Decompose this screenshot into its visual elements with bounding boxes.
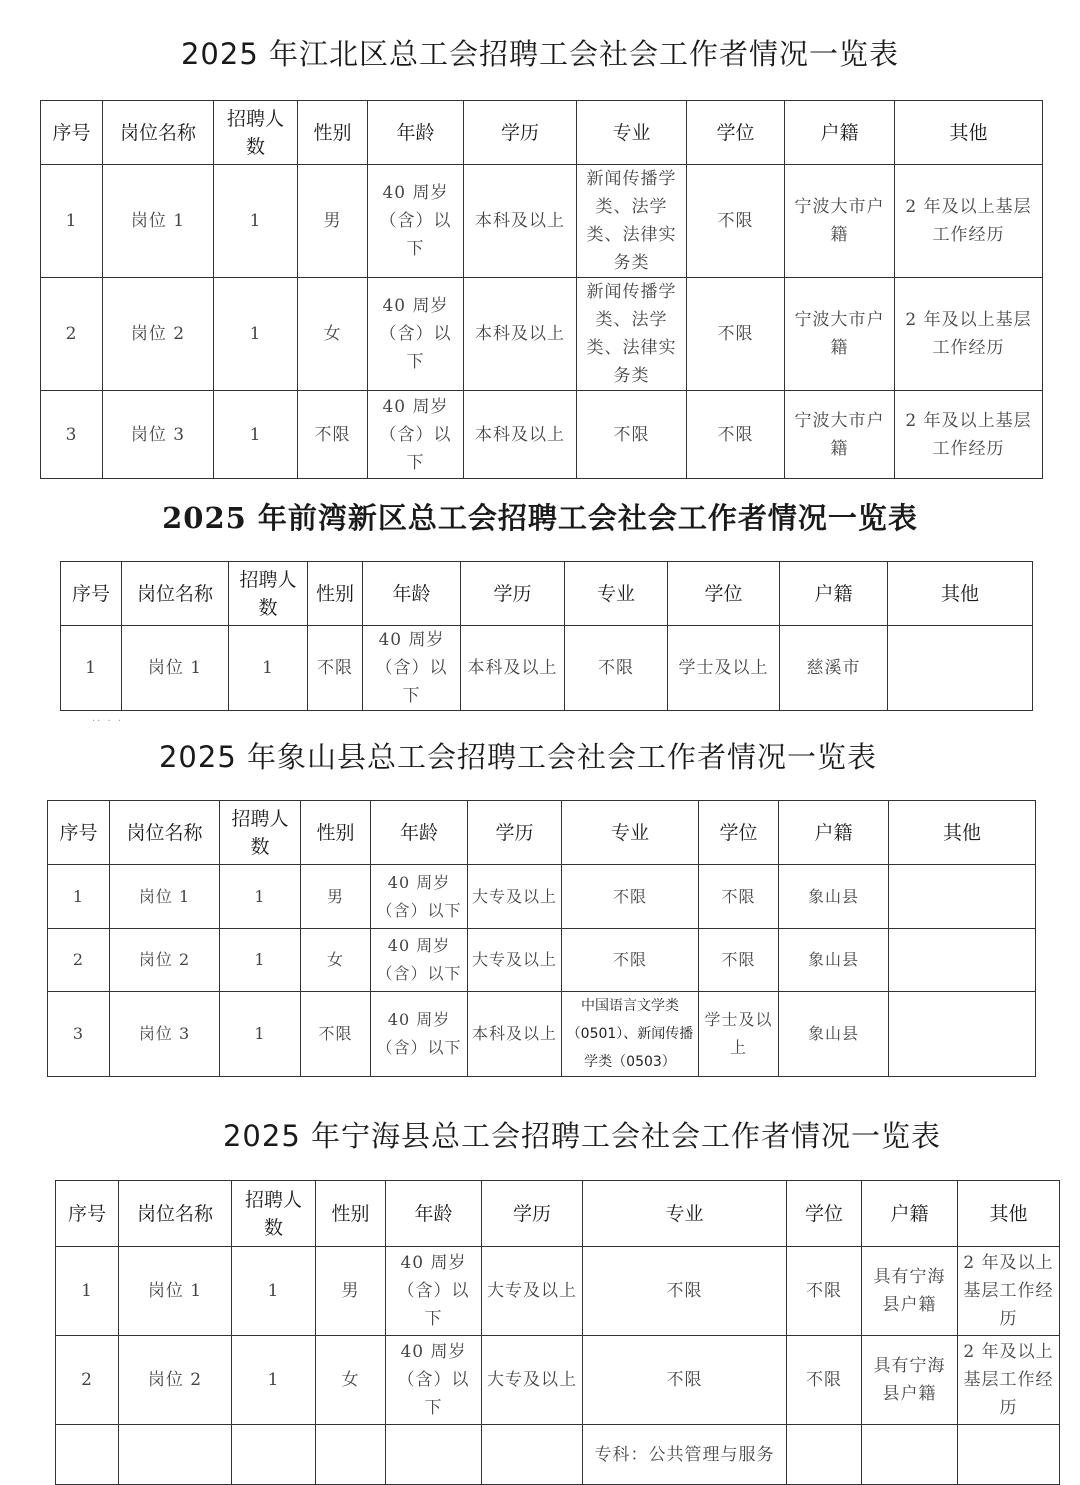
header-seq: 序号 — [41, 101, 103, 165]
cell-headcount: 1 — [220, 992, 301, 1077]
cell-other — [958, 1425, 1060, 1485]
table-row — [41, 391, 1043, 479]
cell-seq: 1 — [41, 165, 103, 278]
cell-age: 40 周岁（含）以下 — [368, 391, 464, 479]
header-headcount: 招聘人数 — [220, 801, 301, 865]
cell-household: 宁波大市户籍 — [785, 391, 895, 479]
cell-education: 大专及以上 — [468, 929, 562, 992]
table-ninghai — [55, 1180, 1060, 1485]
cell-degree: 不限 — [687, 278, 785, 391]
header-other: 其他 — [958, 1181, 1060, 1247]
cell-gender: 男 — [301, 865, 371, 929]
header-education: 学历 — [464, 101, 577, 165]
title-ninghai: 2025 年宁海县总工会招聘工会社会工作者情况一览表 — [222, 1119, 942, 1153]
cell-other: 2 年及以上基层工作经历 — [958, 1247, 1060, 1336]
header-age: 年龄 — [368, 101, 464, 165]
header-age: 年龄 — [386, 1181, 482, 1247]
cell-education: 大专及以上 — [482, 1247, 583, 1336]
header-gender: 性别 — [301, 801, 371, 865]
header-education: 学历 — [482, 1181, 583, 1247]
header-age: 年龄 — [371, 801, 468, 865]
cell-age: 40 周岁（含）以下 — [371, 865, 468, 929]
cell-other: 2 年及以上基层工作经历 — [958, 1336, 1060, 1425]
table-row — [48, 929, 1036, 992]
cell-age: 40 周岁（含）以下 — [386, 1247, 482, 1336]
cell-age: 40 周岁（含）以下 — [368, 165, 464, 278]
header-other: 其他 — [888, 562, 1033, 626]
header-seq: 序号 — [61, 562, 122, 626]
cell-major: 不限 — [583, 1247, 787, 1336]
cell-gender: 不限 — [298, 391, 368, 479]
cell-major: 新闻传播学类、法学类、法律实务类 — [577, 278, 687, 391]
cell-household: 宁波大市户籍 — [785, 278, 895, 391]
table-xiangshan — [47, 800, 1036, 1077]
cell-post-name: 岗位 1 — [103, 165, 214, 278]
header-education: 学历 — [461, 562, 565, 626]
cell-seq: 1 — [61, 626, 122, 711]
cell-headcount — [232, 1425, 316, 1485]
cell-education — [482, 1425, 583, 1485]
title-jiangbei: 2025 年江北区总工会招聘工会社会工作者情况一览表 — [180, 37, 900, 71]
header-other: 其他 — [895, 101, 1043, 165]
table-qianwan — [60, 561, 1033, 711]
cell-degree: 不限 — [687, 391, 785, 479]
cell-post-name: 岗位 2 — [119, 1336, 232, 1425]
cell-other — [889, 992, 1036, 1077]
cell-other — [889, 929, 1036, 992]
cell-major: 新闻传播学类、法学类、法律实务类 — [577, 165, 687, 278]
header-education: 学历 — [468, 801, 562, 865]
cell-seq: 1 — [48, 865, 110, 929]
cell-other: 2 年及以上基层工作经历 — [895, 391, 1043, 479]
header-row — [41, 101, 1043, 165]
cell-household: 象山县 — [779, 929, 889, 992]
cell-household: 宁波大市户籍 — [785, 165, 895, 278]
cell-headcount: 1 — [214, 165, 298, 278]
cell-gender: 男 — [316, 1247, 386, 1336]
cell-post-name: 岗位 3 — [110, 992, 220, 1077]
header-headcount: 招聘人数 — [229, 562, 308, 626]
cell-post-name: 岗位 1 — [110, 865, 220, 929]
cell-other: 2 年及以上基层工作经历 — [895, 165, 1043, 278]
cell-gender — [316, 1425, 386, 1485]
cell-age: 40 周岁（含）以下 — [386, 1336, 482, 1425]
header-household: 户籍 — [780, 562, 888, 626]
cell-post-name: 岗位 3 — [103, 391, 214, 479]
cell-other: 2 年及以上基层工作经历 — [895, 278, 1043, 391]
cell-headcount: 1 — [229, 626, 308, 711]
cell-headcount: 1 — [220, 865, 301, 929]
cell-gender: 女 — [316, 1336, 386, 1425]
cell-post-name: 岗位 2 — [110, 929, 220, 992]
cell-household: 具有宁海县户籍 — [862, 1247, 958, 1336]
cell-household: 具有宁海县户籍 — [862, 1336, 958, 1425]
cell-seq — [56, 1425, 119, 1485]
cell-headcount: 1 — [214, 278, 298, 391]
header-degree: 学位 — [787, 1181, 862, 1247]
cell-age: 40 周岁（含）以下 — [363, 626, 461, 711]
cell-other — [889, 865, 1036, 929]
cell-major: 不限 — [562, 929, 699, 992]
header-household: 户籍 — [779, 801, 889, 865]
table-jiangbei — [40, 100, 1043, 479]
cell-major: 中国语言文学类（0501）、新闻传播学类（0503） — [562, 992, 699, 1077]
cell-education: 本科及以上 — [464, 165, 577, 278]
header-gender: 性别 — [298, 101, 368, 165]
cell-post-name: 岗位 2 — [103, 278, 214, 391]
title-qianwan: 2025 年前湾新区总工会招聘工会社会工作者情况一览表 — [162, 501, 918, 535]
header-major: 专业 — [577, 101, 687, 165]
cell-age: 40 周岁（含）以下 — [368, 278, 464, 391]
cell-degree: 不限 — [699, 929, 779, 992]
header-seq: 序号 — [48, 801, 110, 865]
cell-age: 40 周岁（含）以下 — [371, 929, 468, 992]
cell-headcount: 1 — [220, 929, 301, 992]
cell-degree — [787, 1425, 862, 1485]
cell-seq: 2 — [41, 278, 103, 391]
cell-major: 不限 — [583, 1336, 787, 1425]
cell-degree: 学士及以上 — [668, 626, 780, 711]
header-row — [61, 562, 1033, 626]
cell-post-name — [119, 1425, 232, 1485]
cell-seq: 1 — [56, 1247, 119, 1336]
cell-degree: 不限 — [787, 1247, 862, 1336]
header-major: 专业 — [565, 562, 668, 626]
header-post-name: 岗位名称 — [103, 101, 214, 165]
cell-seq: 3 — [48, 992, 110, 1077]
cell-degree: 不限 — [699, 865, 779, 929]
cell-degree: 不限 — [787, 1336, 862, 1425]
cell-household: 慈溪市 — [780, 626, 888, 711]
header-post-name: 岗位名称 — [122, 562, 229, 626]
separator-dots: ·· · · — [92, 716, 124, 727]
header-gender: 性别 — [308, 562, 363, 626]
cell-age: 40 周岁（含）以下 — [371, 992, 468, 1077]
cell-education: 本科及以上 — [468, 992, 562, 1077]
header-age: 年龄 — [363, 562, 461, 626]
header-household: 户籍 — [862, 1181, 958, 1247]
cell-gender: 不限 — [308, 626, 363, 711]
header-row — [48, 801, 1036, 865]
cell-headcount: 1 — [214, 391, 298, 479]
table-row — [41, 278, 1043, 391]
cell-education: 本科及以上 — [461, 626, 565, 711]
header-major: 专业 — [583, 1181, 787, 1247]
header-post-name: 岗位名称 — [110, 801, 220, 865]
cell-degree: 不限 — [687, 165, 785, 278]
cell-major: 不限 — [562, 865, 699, 929]
cell-gender: 不限 — [301, 992, 371, 1077]
header-post-name: 岗位名称 — [119, 1181, 232, 1247]
title-xiangshan: 2025 年象山县总工会招聘工会社会工作者情况一览表 — [158, 740, 878, 774]
cell-headcount: 1 — [232, 1247, 316, 1336]
cell-major: 专科：公共管理与服务 — [583, 1425, 787, 1485]
header-degree: 学位 — [687, 101, 785, 165]
cell-seq: 3 — [41, 391, 103, 479]
cell-household: 象山县 — [779, 992, 889, 1077]
header-household: 户籍 — [785, 101, 895, 165]
cell-seq: 2 — [56, 1336, 119, 1425]
cell-seq: 2 — [48, 929, 110, 992]
cell-other — [888, 626, 1033, 711]
table-row — [41, 165, 1043, 278]
cell-education: 大专及以上 — [482, 1336, 583, 1425]
header-gender: 性别 — [316, 1181, 386, 1247]
cell-post-name: 岗位 1 — [122, 626, 229, 711]
cell-education: 大专及以上 — [468, 865, 562, 929]
table-row — [56, 1247, 1060, 1336]
header-row — [56, 1181, 1060, 1247]
table-row — [56, 1336, 1060, 1425]
cell-major: 不限 — [565, 626, 668, 711]
table-row — [48, 992, 1036, 1077]
table-row — [56, 1425, 1060, 1485]
cell-gender: 女 — [301, 929, 371, 992]
cell-education: 本科及以上 — [464, 278, 577, 391]
cell-education: 本科及以上 — [464, 391, 577, 479]
header-other: 其他 — [889, 801, 1036, 865]
cell-household — [862, 1425, 958, 1485]
cell-headcount: 1 — [232, 1336, 316, 1425]
cell-age — [386, 1425, 482, 1485]
header-major: 专业 — [562, 801, 699, 865]
header-seq: 序号 — [56, 1181, 119, 1247]
cell-degree: 学士及以上 — [699, 992, 779, 1077]
cell-gender: 女 — [298, 278, 368, 391]
header-degree: 学位 — [668, 562, 780, 626]
cell-post-name: 岗位 1 — [119, 1247, 232, 1336]
table-row — [61, 626, 1033, 711]
cell-household: 象山县 — [779, 865, 889, 929]
cell-gender: 男 — [298, 165, 368, 278]
table-row — [48, 865, 1036, 929]
header-headcount: 招聘人数 — [214, 101, 298, 165]
cell-major: 不限 — [577, 391, 687, 479]
header-headcount: 招聘人数 — [232, 1181, 316, 1247]
header-degree: 学位 — [699, 801, 779, 865]
